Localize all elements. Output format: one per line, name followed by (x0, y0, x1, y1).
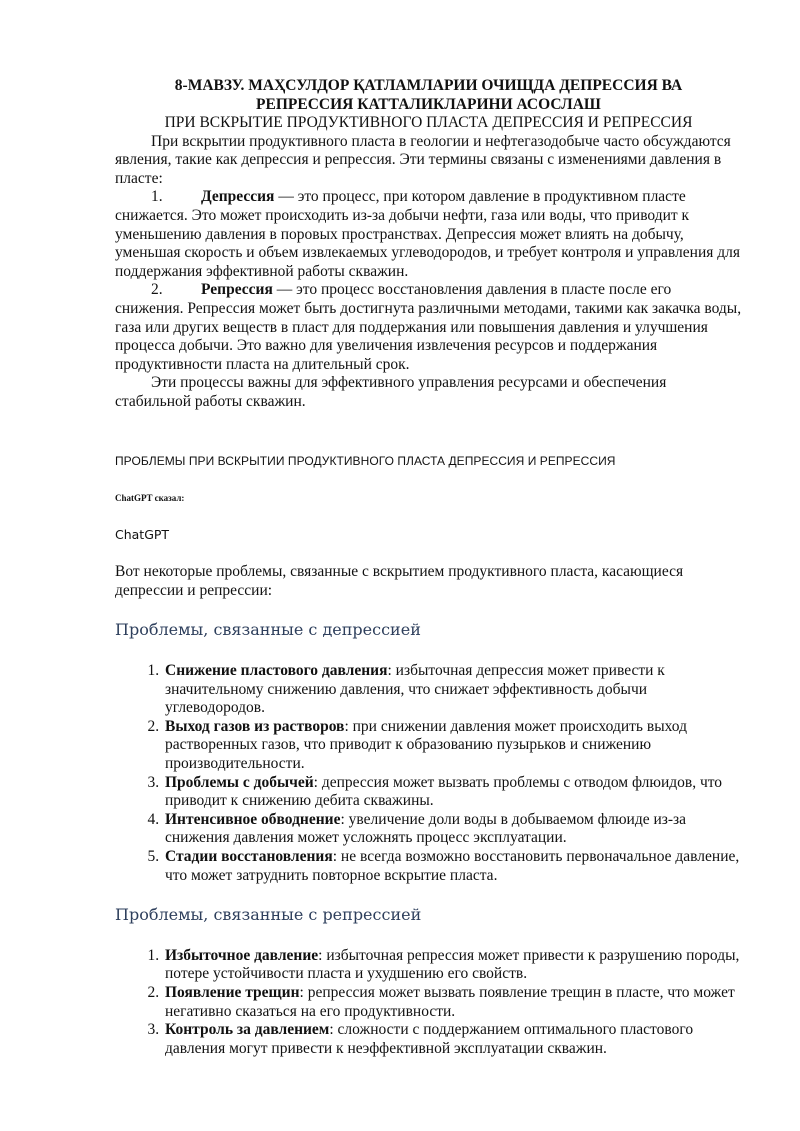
list-item-text: : не всегда возможно восстановить первоначальное давление, что может затруднить повторное вскрытие пласта. (165, 848, 740, 884)
list-item (163, 811, 742, 848)
list-item-text: : избыточная депрессия может привести к значительному снижению давления, что снижает эффективность добычи углеводородов. (165, 662, 665, 717)
depression-problems-heading: Проблемы, связанные с депрессией (115, 620, 421, 640)
document-title-line-1: 8-МАВЗУ. МАҲСУЛДОР ҚАТЛАМЛАРИИ ОЧИЩДА ДЕПРЕССИЯ ВА (174, 77, 683, 94)
list-item-term: Появление трещин (165, 983, 300, 1001)
definition-text: — это процесс, при котором давление в продуктивном пласте снижается. Это может происходить из-за добычи нефти, газа или воды, что приводит к уменьшению давления в поровых пространствах. Депрессия может влиять на добычу, уменьшая скорость и объем извлекаемых углеводородов, и требует контроля и управления для поддержания эффективной работы скважин. (115, 188, 741, 280)
list-item (163, 984, 742, 1021)
answer-intro: Вот некоторые проблемы, связанные с вскрытием продуктивного пласта, касающиеся депрессии и репрессии: (115, 563, 684, 599)
list-item (163, 774, 742, 811)
list-item-term: Выход газов из растворов (165, 717, 345, 735)
list-item-term: Контроль за давлением (165, 1021, 330, 1039)
definition-term: Репрессия (201, 281, 273, 299)
list-item-term: Избыточное давление (165, 946, 319, 964)
chatgpt-label: ChatGPT (115, 526, 170, 542)
definition-text: — это процесс восстановления давления в пласте после его снижения. Репрессия может быть достигнута различными методами, такими как закачка воды, газа или других веществ в пласт для поддержания или повышения давления и улучшения процесса добычи. Это важно для увеличения извлечения ресурсов и поддержания продуктивности пласта на длительный срок. (115, 281, 742, 373)
chatgpt-said-label: ChatGPT сказал: (115, 493, 185, 504)
list-item-term: Интенсивное обводнение (165, 810, 341, 828)
list-item (163, 947, 742, 984)
definition-depression (115, 188, 742, 281)
list-item (163, 718, 742, 774)
list-item-text: : репрессия может вызвать появление трещин в пласте, что может негативно сказаться на его продуктивности. (165, 983, 735, 1020)
intro-paragraph: При вскрытии продуктивного пласта в геологии и нефтегазодобыче часто обсуждаются явления, такие как депрессия и репрессия. Эти термины связаны с изменениями давления в пласте: (115, 132, 731, 187)
list-item-text: : депрессия может вызвать проблемы с отводом флюидов, что приводит к снижению дебита скважины. (165, 773, 723, 810)
list-item-text: : при снижении давления может происходить выход растворенных газов, что приводит к образованию пузырьков и снижению производительности. (165, 717, 687, 773)
list-item (163, 662, 742, 718)
closing-paragraph: Эти процессы важны для эффективного управления ресурсами и обеспечения стабильной работы скважин. (115, 374, 667, 410)
list-item (163, 1021, 742, 1058)
document-title-line-2: РЕПРЕССИЯ КАТТАЛИКЛАРИНИ АСОСЛАШ (256, 95, 601, 113)
list-item-term: Проблемы с добычей (165, 773, 314, 791)
list-item (163, 848, 742, 885)
repression-problems-heading: Проблемы, связанные с репрессией (115, 905, 422, 925)
section-heading: ПРОБЛЕМЫ ПРИ ВСКРЫТИИ ПРОДУКТИВНОГО ПЛАСТА ДЕПРЕССИЯ И РЕПРЕССИЯ (115, 453, 616, 468)
list-item-term: Снижение пластового давления (165, 662, 388, 680)
list-item-text: : сложности с поддержанием оптимального пластового давления могут привести к неэффективной эксплуатации скважин. (165, 1021, 694, 1057)
definition-number: 2. (151, 281, 163, 299)
document-subtitle: ПРИ ВСКРЫТИЕ ПРОДУКТИВНОГО ПЛАСТА ДЕПРЕССИЯ И РЕПРЕССИЯ (164, 114, 693, 131)
list-item-text: : избыточная репрессия может привести к разрушению породы, потере устойчивости пласта и ухудшению его свойств. (165, 946, 740, 983)
list-item-text: : увеличение доли воды в добываемом флюиде из-за снижения давления может усложнять процесс эксплуатации. (165, 810, 687, 847)
repression-problems-list (115, 947, 742, 1059)
definition-term: Депрессия (201, 188, 275, 206)
list-item-term: Стадии восстановления (165, 848, 333, 865)
depression-problems-list (115, 662, 742, 885)
definition-number: 1. (151, 188, 163, 206)
definition-repression (115, 281, 742, 374)
